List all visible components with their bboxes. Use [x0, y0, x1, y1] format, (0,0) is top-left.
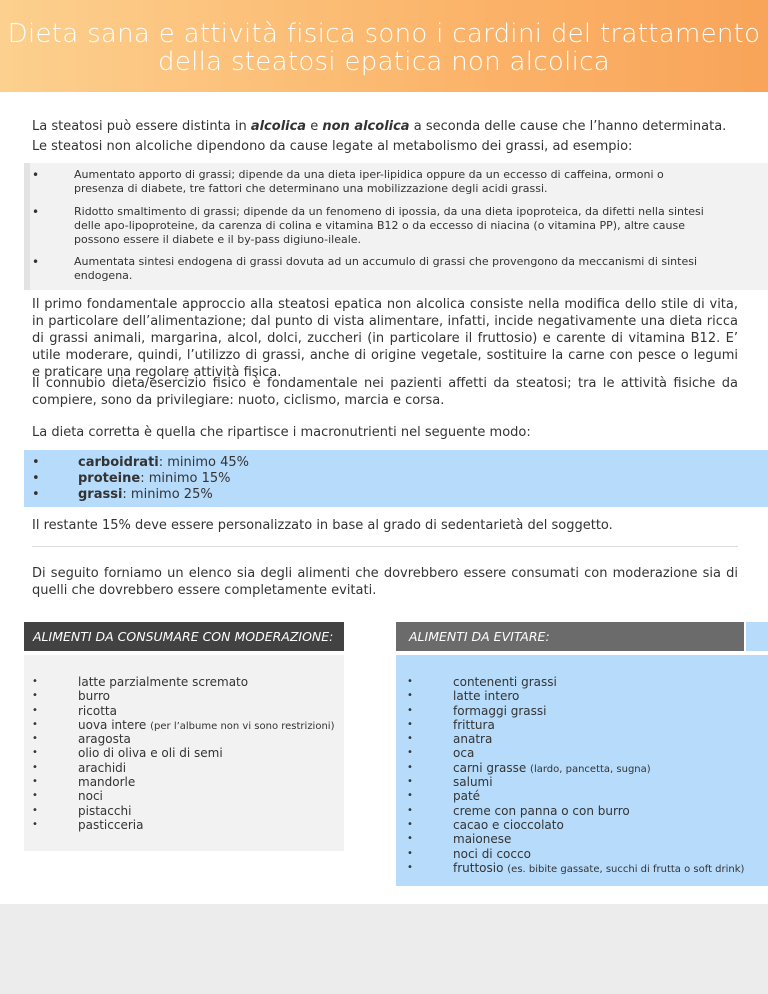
- alcolica-term: alcolica: [250, 119, 307, 134]
- macro-name: carboidrati: [78, 455, 159, 470]
- list-item: • burro: [32, 689, 110, 704]
- bullet-icon: •: [407, 847, 413, 859]
- list-item: • carni grasse (lardo, pancetta, sugna): [407, 760, 651, 775]
- section-divider: [32, 546, 738, 547]
- list-item: • noci: [32, 789, 103, 804]
- bullet-icon: •: [32, 704, 38, 716]
- bullet-icon: •: [32, 455, 40, 470]
- paragraph-diet-intro: La dieta corretta è quella che ripartisce i macronutrienti nel seguente modo:: [32, 425, 531, 440]
- paragraph-list-intro: Di seguito forniamo un elenco sia degli alimenti che dovrebbero essere consumati con moderazione sia di quelli che dovrebbero essere completamente evitati.: [32, 566, 738, 598]
- list-item: • latte intero: [407, 689, 520, 704]
- list-item: • contenenti grassi: [407, 675, 557, 689]
- intro-line-2: Le steatosi non alcoliche dipendono da cause legate al metabolismo dei grassi, ad esempio:: [32, 139, 633, 154]
- bullet-icon: •: [407, 747, 413, 759]
- list-item: • maionese: [407, 832, 512, 847]
- intro-line-1: La steatosi può essere distinta in alcolica e non alcolica a seconda delle cause che l’hanno determinata.: [32, 119, 727, 134]
- bullet-icon: •: [32, 804, 38, 816]
- bullet-icon: •: [407, 833, 413, 845]
- bullet-icon: •: [32, 168, 40, 182]
- list-item: • cacao e cioccolato: [407, 817, 564, 832]
- list-item: • pasticceria: [32, 817, 144, 832]
- bullet-icon: •: [407, 704, 413, 716]
- bullet-icon: •: [32, 255, 40, 269]
- list-item: • ricotta: [32, 703, 117, 718]
- causes-block-strip: [24, 163, 30, 290]
- bullet-icon: •: [32, 487, 40, 502]
- list-item: • formaggi grassi: [407, 703, 547, 718]
- bullet-icon: •: [407, 761, 413, 773]
- macro-value: : minimo 15%: [140, 471, 231, 486]
- bullet-icon: •: [32, 718, 38, 730]
- list-item: • arachidi: [32, 760, 127, 775]
- list-item: • fruttosio (es. bibite gassate, succhi di frutta o soft drink): [407, 860, 745, 875]
- paragraph-exercise: Il connubio dieta/esercizio fisico è fondamentale nei pazienti affetti da steatosi; tra le attività fisiche da compiere, sono da privilegiare: nuoto, ciclismo, marcia e corsa.: [32, 376, 738, 408]
- list-item: • noci di cocco: [407, 846, 531, 861]
- list-item: • frittura: [407, 717, 495, 732]
- moderate-list: [32, 675, 342, 832]
- list-item: • olio di oliva e oli di semi: [32, 746, 223, 761]
- bullet-icon: •: [407, 861, 413, 873]
- bullet-icon: •: [407, 690, 413, 702]
- bullet-icon: •: [32, 790, 38, 802]
- title-line-2: della steatosi epatica non alcolica: [158, 47, 610, 77]
- page-header: [0, 0, 768, 92]
- list-item: • aragosta: [32, 732, 131, 747]
- non-alcolica-term: non alcolica: [322, 119, 410, 134]
- bullet-icon: •: [32, 471, 40, 486]
- paragraph-remaining: Il restante 15% deve essere personalizzato in base al grado di sedentarietà del soggetto.: [32, 518, 613, 533]
- cause-text: Aumentato apporto di grassi; dipende da una dieta iper-lipidica oppure da un eccesso di caffeina, ormoni o presenza di diabete, tre fattori che determinano una mobilizzazione degli acidi grassi.: [74, 168, 664, 195]
- bullet-icon: •: [32, 776, 38, 788]
- list-item: • mandorle: [32, 775, 136, 790]
- bullet-icon: •: [407, 804, 413, 816]
- bullet-icon: •: [407, 790, 413, 802]
- bullet-icon: •: [32, 676, 38, 687]
- bullet-icon: •: [32, 205, 40, 219]
- bullet-icon: •: [407, 818, 413, 830]
- bullet-icon: •: [407, 776, 413, 788]
- macro-value: : minimo 25%: [122, 487, 213, 502]
- page-footer: [0, 904, 768, 994]
- macro-name: grassi: [78, 487, 123, 502]
- list-item: • latte parzialmente scremato: [32, 675, 249, 689]
- list-item: • uova intere (per l’albume non vi sono restrizioni): [32, 717, 335, 732]
- bullet-icon: •: [407, 733, 413, 745]
- bullet-icon: •: [32, 690, 38, 702]
- cause-text: Ridotto smaltimento di grassi; dipende da un fenomeno di ipossia, da una dieta ipoproteica, da difetti nella sintesi delle apo-lipoproteine, da carenza di colina e vitamina B12 o da eccesso di niacina (o vitamina PP), altre cause possono essere il diabete e il by-pass digiuno-ileale.: [74, 205, 704, 246]
- bullet-icon: •: [407, 718, 413, 730]
- paragraph-lifestyle: Il primo fondamentale approccio alla steatosi epatica non alcolica consiste nella modifica dello stile di vita, in particolare dell’alimentazione; dal punto di vista alimentare, infatti, incide negativamente una dieta ricca di grassi animali, margarina, alcol, dolci, zuccheri (in particolare il fruttosio) e carente di vitamina B12. E’ utile moderare, quindi, l’utilizzo di grassi, anche di origine vegetale, sostituire la carne con pesce o legumi e praticare una regolare attività fisica.: [32, 297, 738, 380]
- page-title: [0, 0, 768, 76]
- moderate-heading: ALIMENTI DA CONSUMARE CON MODERAZIONE:: [24, 622, 344, 651]
- list-item: • pistacchi: [32, 803, 132, 818]
- bullet-icon: •: [32, 747, 38, 759]
- list-item: • oca: [407, 746, 475, 761]
- macro-value: : minimo 45%: [158, 455, 250, 470]
- avoid-heading: ALIMENTI DA EVITARE:: [396, 622, 744, 651]
- list-item: • creme con panna o con burro: [407, 803, 630, 818]
- macro-name: proteine: [78, 471, 141, 486]
- list-item: • paté: [407, 789, 481, 804]
- bullet-icon: •: [32, 761, 38, 773]
- bullet-icon: •: [407, 676, 413, 687]
- avoid-heading-tab: [746, 622, 768, 651]
- list-item: • salumi: [407, 775, 493, 790]
- title-line-1: Dieta sana e attività fisica sono i cardini del trattamento: [7, 19, 761, 49]
- cause-text: Aumentata sintesi endogena di grassi dovuta ad un accumulo di grassi che provengono da meccanismi di sintesi endogena.: [74, 255, 698, 282]
- bullet-icon: •: [32, 733, 38, 745]
- avoid-list: [407, 675, 765, 875]
- bullet-icon: •: [32, 818, 38, 830]
- list-item: • anatra: [407, 732, 493, 747]
